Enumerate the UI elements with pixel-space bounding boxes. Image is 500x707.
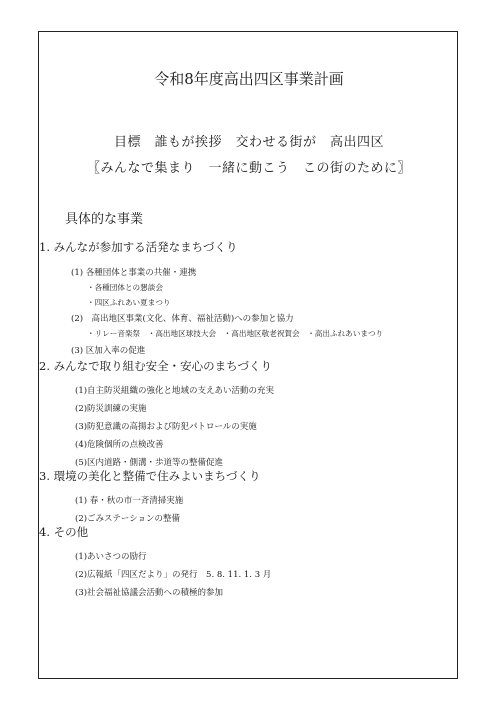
list-item: (3)社会福祉協議会活動への積極的参加	[75, 588, 224, 598]
section-title: 具体的な事業	[65, 212, 144, 227]
slogan: 〖みんなで集まり 一緒に動こう この街のために〗	[86, 161, 411, 176]
list-item: (4)危険個所の点検改善	[75, 440, 164, 450]
list-item: (1) 春・秋の市一斉清掃実施	[75, 496, 184, 506]
list-item: (3)防犯意識の高揚および防犯パトロールの実施	[75, 422, 257, 432]
item-heading-3: 3. 環境の美化と整備で住みよいまちづくり	[39, 469, 261, 483]
list-item: (5)区内道路・側溝・歩道等の整備促進	[75, 458, 224, 468]
list-item: ・四区ふれあい夏まつり	[87, 298, 171, 307]
item-heading-2: 2. みんなで取り組む安全・安心のまちづくり	[39, 359, 273, 373]
list-item: (1)あいさつの励行	[75, 552, 147, 562]
list-item: (2) 高出地区事業(文化、体育、福祉活動)への参加と協力	[71, 314, 294, 324]
item-heading-4: 4. その他	[39, 525, 89, 539]
document-frame	[38, 31, 458, 679]
list-item: ・リレー音楽祭 ・高出地区球技大会 ・高出地区敬老祝賀会 ・高出ふれあいまつり	[87, 329, 384, 338]
list-item: (1)自主防災組織の強化と地域の支えあい活動の充実	[75, 386, 275, 396]
list-item: ・各種団体との懇談会	[87, 283, 163, 292]
list-item: (2)広報紙「四区だより」の発行 5. 8. 11. 1. 3 月	[75, 570, 272, 580]
list-item: (2)防災訓練の実施	[75, 404, 147, 414]
document-title: 令和8年度高出四区事業計画	[154, 70, 344, 88]
list-item: (2)ごみステーションの整備	[75, 514, 181, 524]
item-heading-1: 1. みんなが参加する活発なまちづくり	[39, 240, 238, 254]
list-item: (3) 区加入率の促進	[71, 346, 146, 356]
list-item: (1) 各種団体と事業の共催・連携	[71, 268, 197, 278]
goal-statement: 目標 誰もが挨拶 交わせる街が 高出四区	[113, 135, 384, 150]
